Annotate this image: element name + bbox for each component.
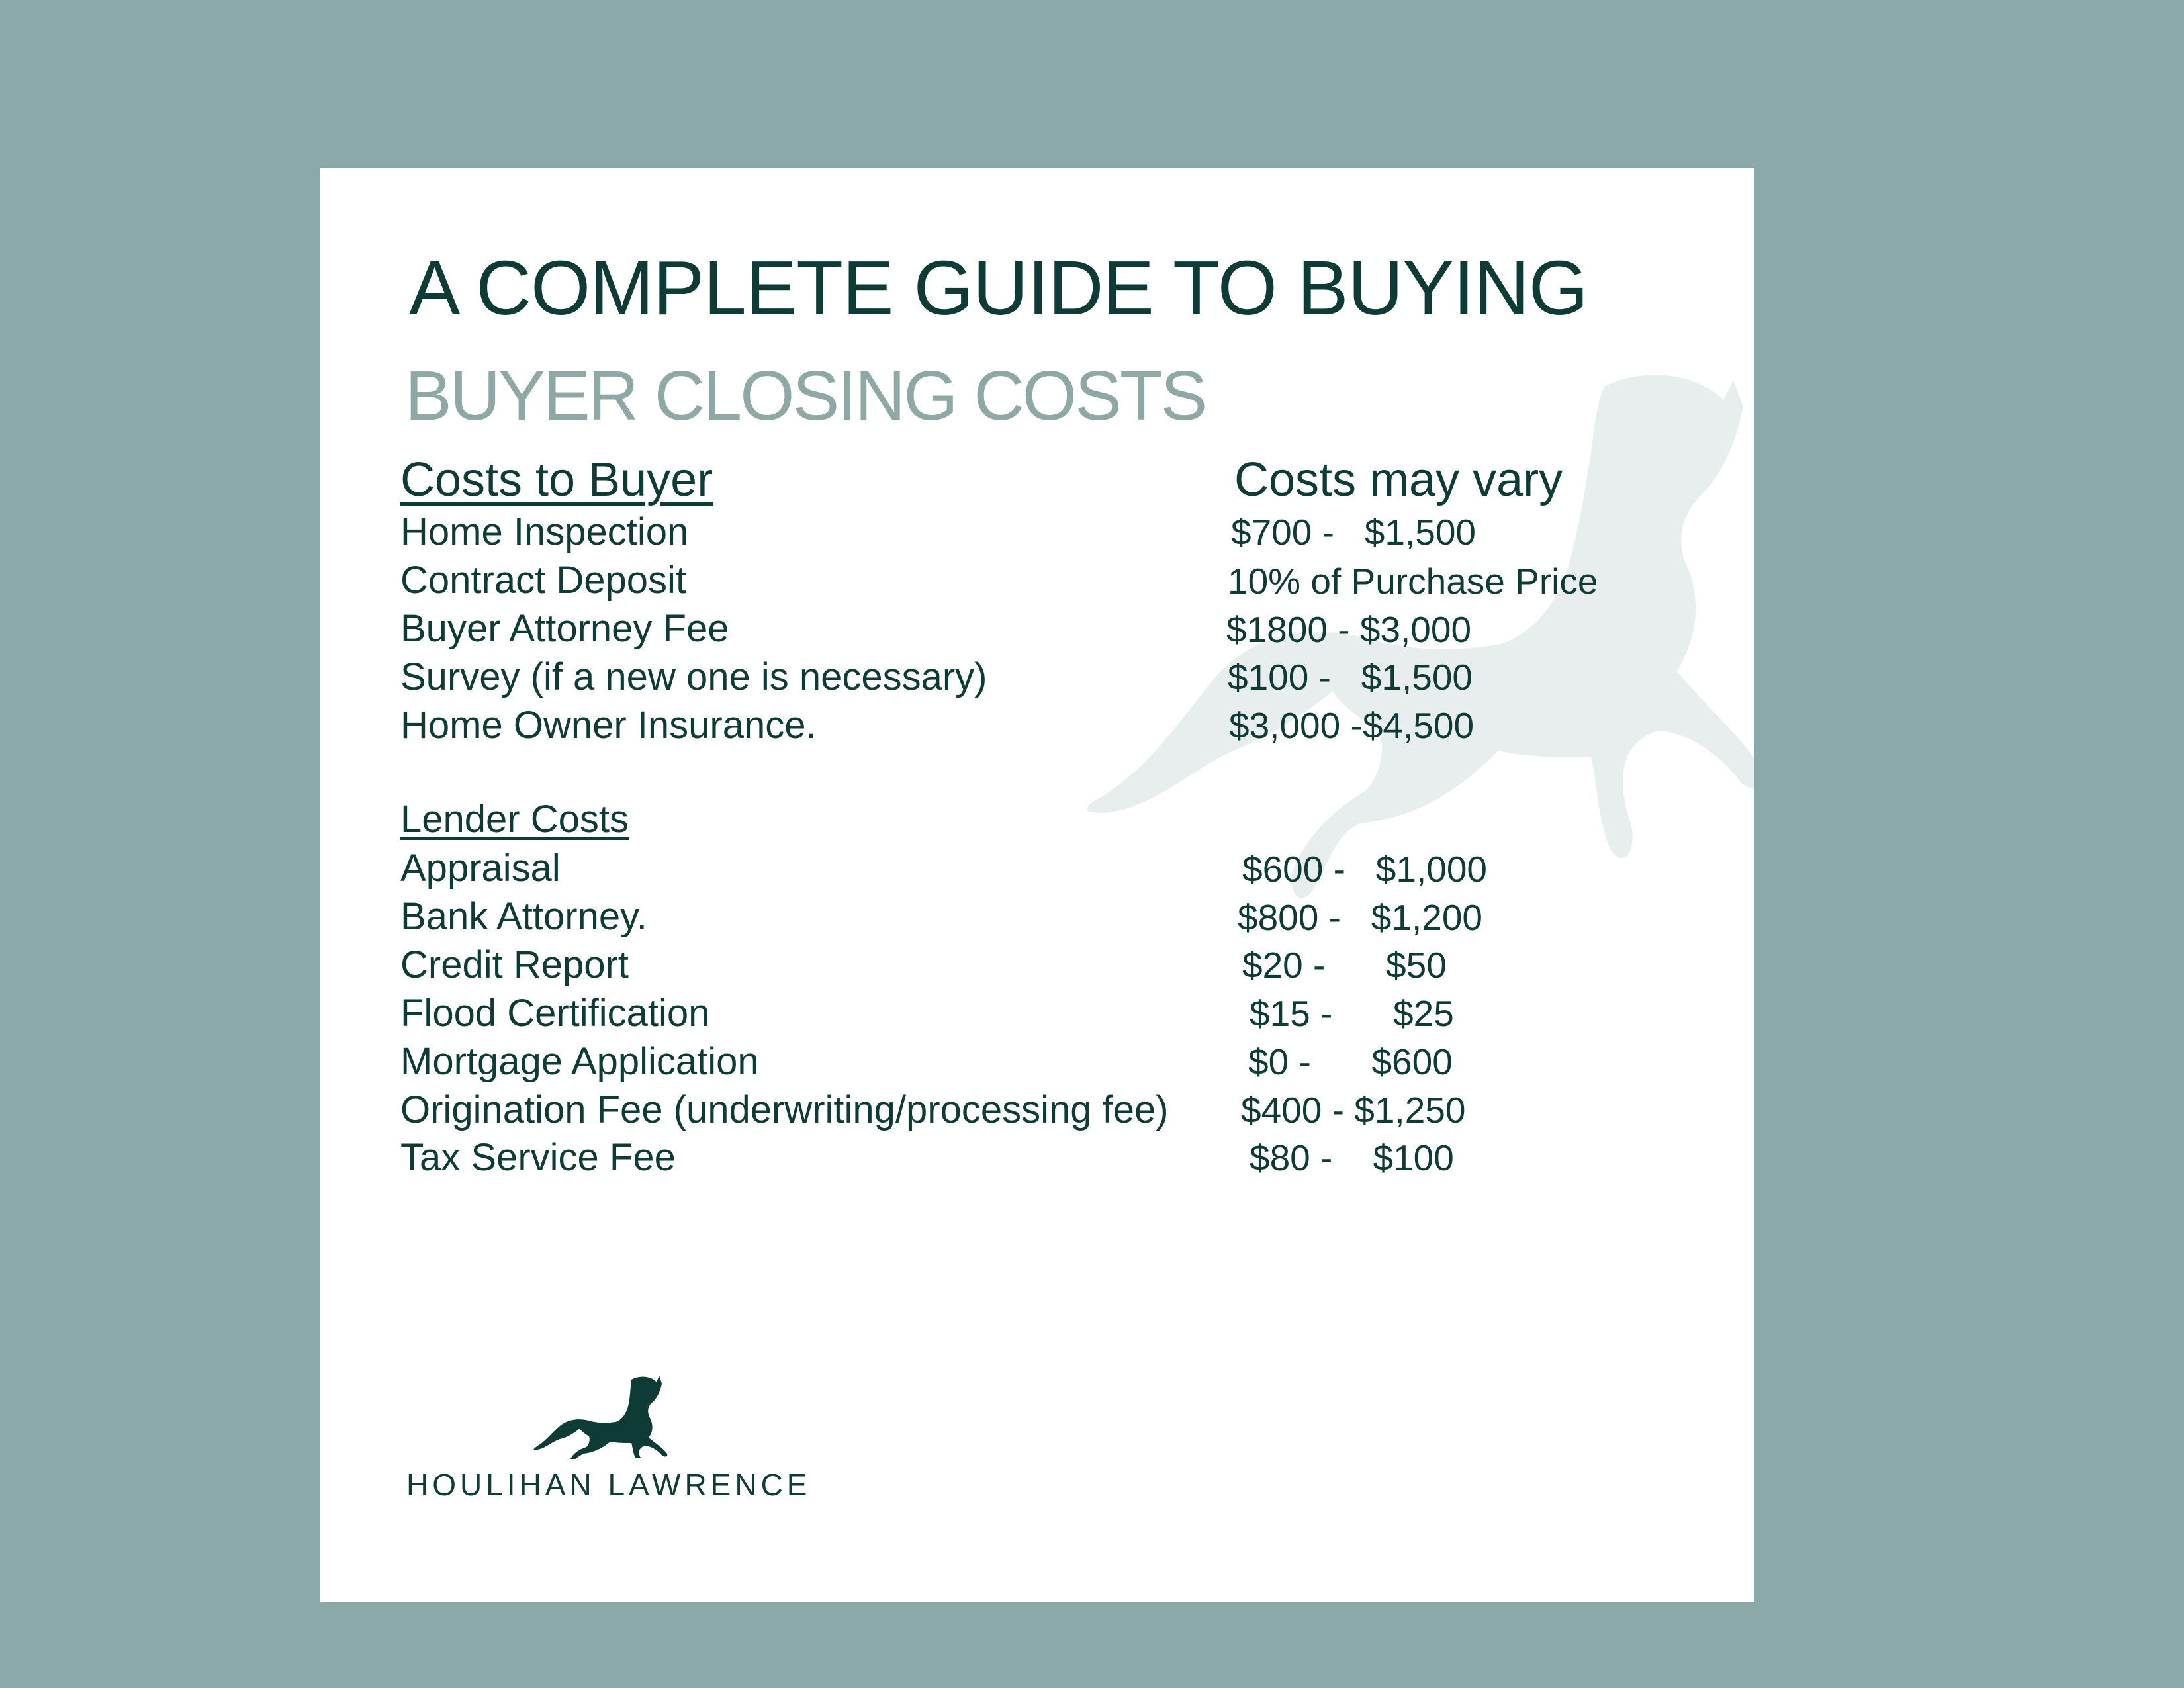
lender-cost-label: Appraisal [400, 847, 561, 890]
buyer-cost-value: $700 - $1,500 [1231, 512, 1477, 553]
brand-name: HOULIHAN LAWRENCE [406, 1468, 811, 1502]
lender-cost-label: Tax Service Fee [400, 1136, 676, 1179]
lender-cost-value: $800 - $1,200 [1238, 897, 1483, 938]
lender-cost-value: $80 - $100 [1250, 1137, 1454, 1178]
lender-cost-label: Mortgage Application [400, 1040, 759, 1083]
lender-cost-label: Flood Certification [400, 992, 710, 1035]
buyer-cost-label: Buyer Attorney Fee [400, 607, 729, 650]
lender-cost-value: $600 - $1,000 [1242, 849, 1488, 890]
lender-cost-value: $15 - $25 [1250, 993, 1454, 1034]
page-subtitle: BUYER CLOSING COSTS [405, 357, 1206, 435]
document-page [320, 168, 1754, 1602]
buyer-cost-label: Contract Deposit [400, 559, 686, 602]
buyer-cost-label: Home Inspection [400, 510, 689, 553]
buyer-cost-value: $100 - $1,500 [1228, 657, 1473, 698]
lender-cost-label: Credit Report [400, 943, 629, 986]
lender-costs-heading: Lender Costs [400, 798, 629, 841]
page-title: A COMPLETE GUIDE TO BUYING [409, 245, 1588, 331]
lender-cost-value: $0 - $600 [1248, 1041, 1453, 1082]
buyer-cost-value: $3,000 -$4,500 [1229, 705, 1475, 746]
horse-icon [532, 1373, 671, 1459]
buyer-cost-label: Home Owner Insurance. [400, 704, 817, 747]
buyer-costs-heading: Costs to Buyer [400, 453, 713, 506]
brand-logo [406, 1373, 811, 1538]
lender-cost-label: Bank Attorney. [400, 895, 647, 938]
costs-may-vary-heading: Costs may vary [1234, 453, 1563, 506]
buyer-cost-value: $1800 - $3,000 [1226, 609, 1472, 650]
lender-cost-value: $20 - $50 [1242, 945, 1447, 986]
buyer-cost-value: 10% of Purchase Price [1228, 561, 1598, 602]
lender-cost-value: $400 - $1,250 [1241, 1090, 1466, 1131]
buyer-cost-label: Survey (if a new one is necessary) [400, 655, 987, 698]
lender-cost-label: Origination Fee (underwriting/processing fee) [400, 1088, 1169, 1131]
